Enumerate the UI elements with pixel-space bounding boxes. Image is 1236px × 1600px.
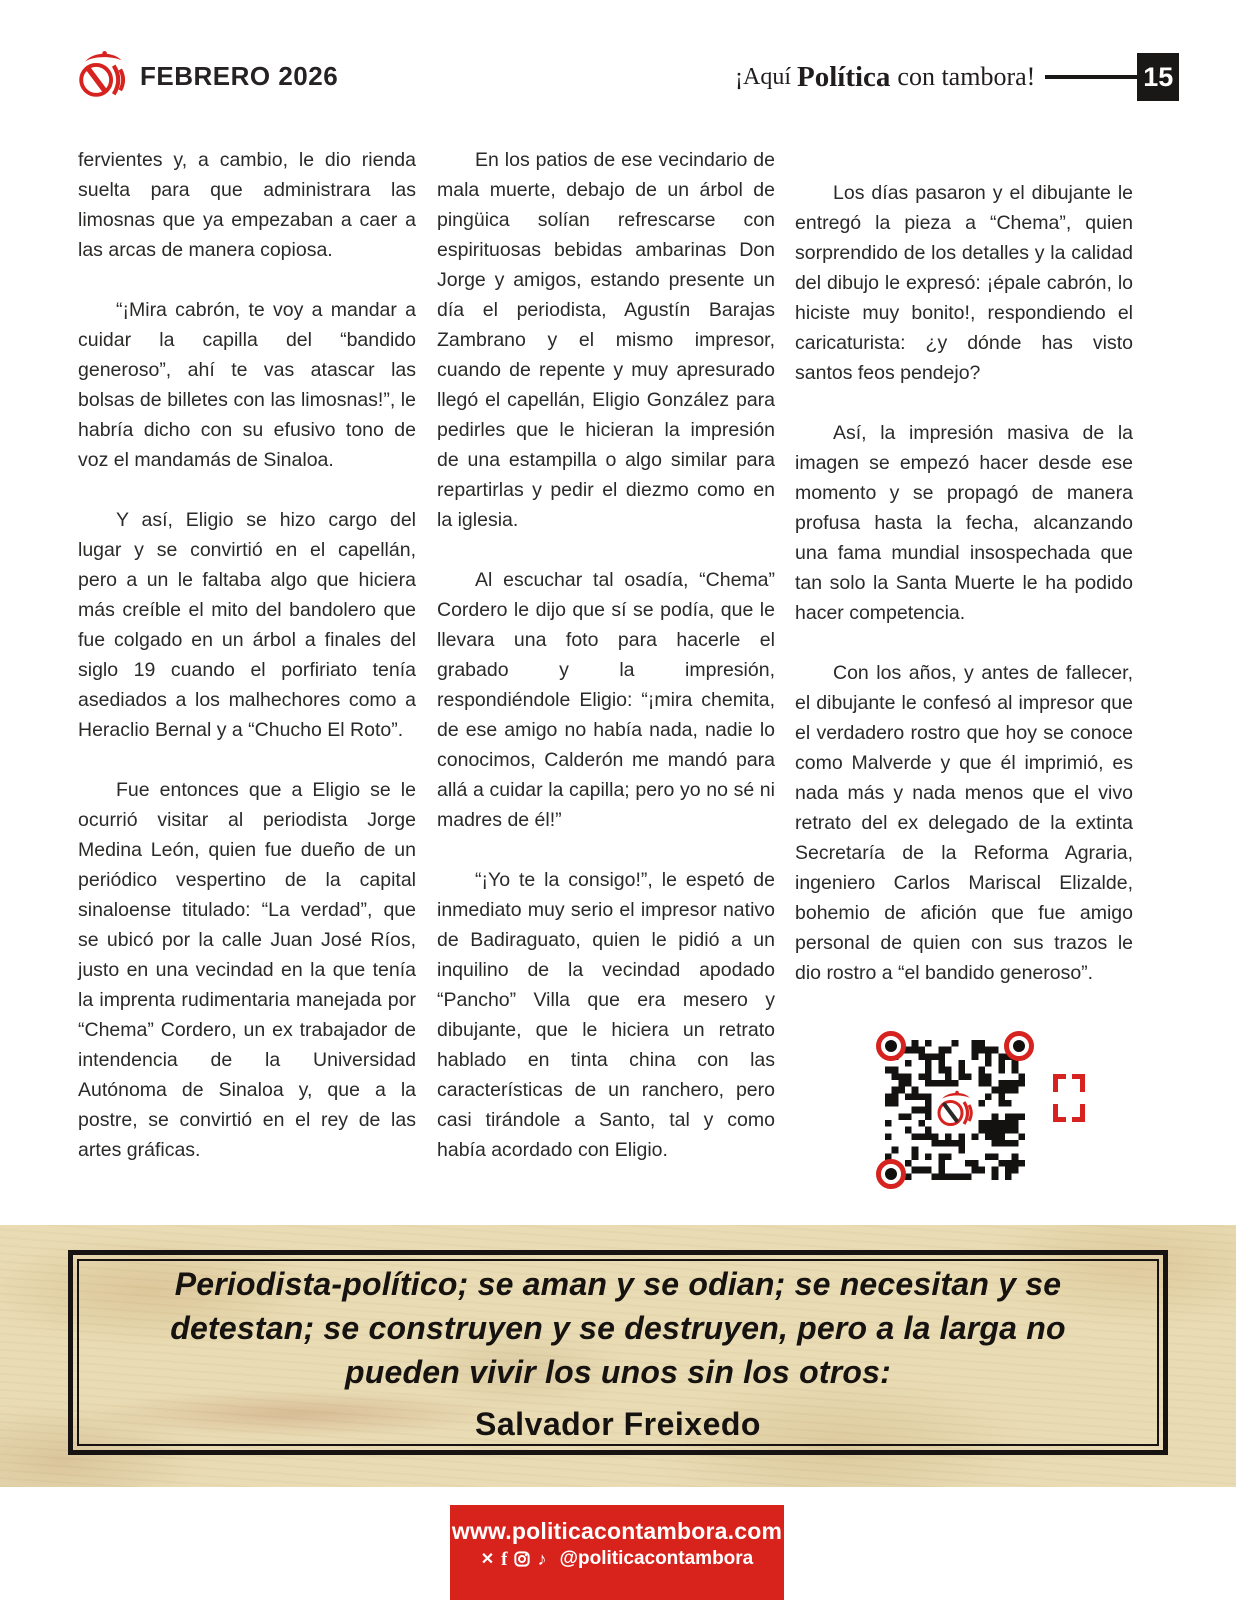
- paragraph: “¡Mira cabrón, te voy a mandar a cuidar la capilla del “bandido generoso”, ahí te vas atascar las bolsas de billetes con las limosnas!”, le habría dicho con su efusivo tono de voz el mandamás de Sinaloa.: [78, 299, 416, 471]
- quote-text: Periodista-político; se aman y se odian; se necesitan y se detestan; se construyen y se destruyen, pero a la larga no pueden vivir los unos sin los otros:: [170, 1266, 1066, 1390]
- footer: [450, 1505, 784, 1600]
- masthead-prefix: ¡Aquí: [735, 63, 791, 90]
- qr-block: [885, 1040, 1085, 1190]
- page-number: 15: [1137, 53, 1179, 101]
- facebook-icon: f: [501, 1548, 508, 1570]
- article-column-2: [437, 145, 775, 1195]
- qr-finder-dot-icon: [876, 1031, 906, 1061]
- paragraph: En los patios de ese vecindario de mala muerte, debajo de un árbol de pingüica solían refrescarse con espirituosas bebidas ambarinas Don Jorge y amigos, estando presente un día el periodista, Agustín Barajas Zambrano y el mismo impresor, cuando de repente y muy apresurado llegó el capellán, Eligio González para pedirles que le hicieran la impresión de una estampilla o algo similar para repartirlas y pedir el diezmo como en la iglesia.: [437, 149, 775, 531]
- quote-strip: [0, 1225, 1236, 1487]
- masthead-rule: [1045, 75, 1137, 79]
- paragraph: fervientes y, a cambio, le dio rienda suelta para que administrara las limosnas que ya empezaban a caer a las arcas de manera copiosa.: [78, 149, 416, 261]
- qr-center-logo: [933, 1088, 977, 1132]
- tambora-drum-logo-icon: [76, 50, 128, 102]
- tambora-drum-logo-icon: [935, 1090, 975, 1130]
- tiktok-icon: ♪: [537, 1548, 547, 1569]
- masthead-brand: Política: [797, 60, 891, 93]
- brand: [76, 50, 338, 102]
- instagram-icon: [514, 1551, 530, 1567]
- paragraph: Al escuchar tal osadía, “Chema” Cordero le dijo que sí se podía, que le llevara una foto para hacerle el grabado y la impresión, respondiéndole Eligio: “¡mira chemita, de ese amigo no había nada, nadie lo conocimos, Calderón me mandó para allá a cuidar la capilla; pero yo no sé ni madres de él!”: [437, 569, 775, 831]
- qr-code-icon: [885, 1040, 1025, 1180]
- footer-website: www.politicacontambora.com: [451, 1518, 783, 1544]
- x-icon: ✕: [480, 1550, 495, 1568]
- qr-finder-dot-icon: [1004, 1031, 1034, 1061]
- issue-date: FEBRERO 2026: [140, 60, 339, 91]
- footer-social-handle: @politicacontambora: [559, 1548, 754, 1569]
- article-column-3: [795, 178, 1133, 1018]
- paragraph: Con los años, y antes de fallecer, el dibujante le confesó al impresor que el verdadero rostro que hoy se conoce como Malverde y que él imprimió, es nada más y nada menos que el vivo retrato del ex delegado de la extinta Secretaría de la Reforma Agraria, ingeniero Carlos Mariscal Elizalde, bohemio de afición que fue amigo personal de quien con sus trazos le dio rostro a “el bandido generoso”.: [795, 662, 1133, 984]
- quote-author: Salvador Freixedo: [475, 1406, 761, 1442]
- paragraph: Y así, Eligio se hizo cargo del lugar y se convirtió en el capellán, pero a un le faltaba algo que hiciera más creíble el mito del bandolero que fue colgado en un árbol a finales del siglo 19 cuando el porfiriato tenía asediados a los malhechores como a Heraclio Bernal y a “Chucho El Roto”.: [78, 509, 416, 741]
- article-column-1: [78, 145, 416, 1195]
- footer-social-row: [450, 1548, 784, 1570]
- paragraph: “¡Yo te la consigo!”, le espetó de inmediato muy serio el impresor nativo de Badiraguato, quien le pidió a un inquilino de la vecindad apodado “Pancho” Villa que era mesero y dibujante, que le hiciera un retrato hablado en tinta china con las características de un ranchero, pero casi tirándole a Santo, tal y como había acordado con Eligio.: [437, 869, 775, 1161]
- qr-finder-dot-icon: [876, 1159, 906, 1189]
- masthead: [735, 52, 1179, 102]
- quote-box: [68, 1250, 1168, 1455]
- scan-frame-icon: [1053, 1074, 1085, 1122]
- paragraph: Los días pasaron y el dibujante le entregó la pieza a “Chema”, quien sorprendido de los detalles y la calidad del dibujo le expresó: ¡épale cabrón, lo hiciste muy bonito!, respondiendo el caricaturista: ¿y dónde has visto santos feos pendejo?: [795, 182, 1133, 384]
- masthead-suffix: con tambora!: [897, 62, 1036, 91]
- paragraph: Así, la impresión masiva de la imagen se empezó hacer desde ese momento y se propagó de manera profusa hasta la fecha, alcanzando una fama mundial insospechada que tan solo la Santa Muerte le ha podido hacer competencia.: [795, 422, 1133, 624]
- paragraph: Fue entonces que a Eligio se le ocurrió visitar al periodista Jorge Medina León, quien fue dueño de un periódico vespertino de la capital sinaloense titulado: “La verdad”, que se ubicó por la calle Juan José Ríos, justo en una vecindad en la que tenía la imprenta rudimentaria manejada por “Chema” Cordero, un ex trabajador de intendencia de la Universidad Autónoma de Sinaloa y, que a la postre, se convirtió en el rey de las artes gráficas.: [78, 779, 416, 1161]
